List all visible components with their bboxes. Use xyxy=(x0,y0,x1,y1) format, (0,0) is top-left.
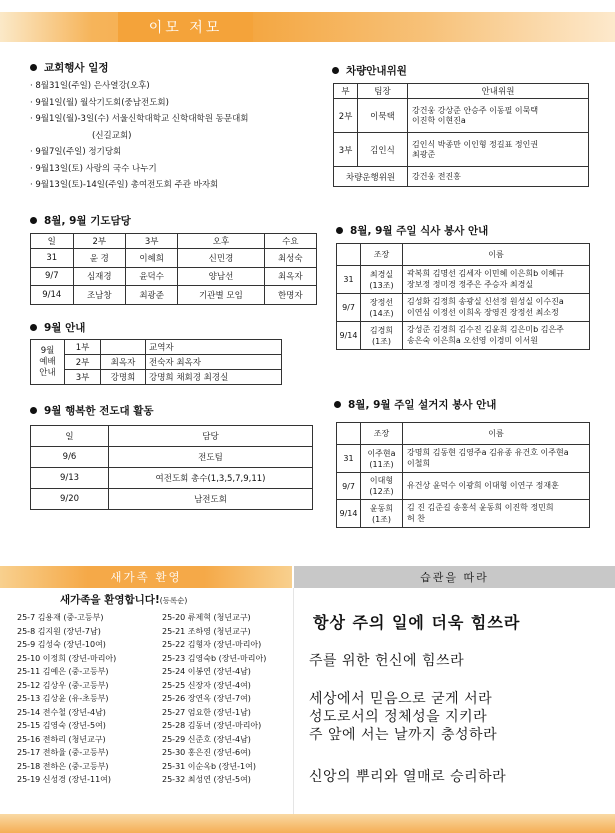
list-item: 25-19 신성경 (장년-11여) xyxy=(17,775,112,784)
prayer-table xyxy=(30,233,317,305)
list-item: 25-16 전하리 (청년교구) xyxy=(17,734,106,744)
table-row: 31 윤 경 이혜희 신민경 최성숙 xyxy=(31,249,317,268)
page-title: 이모 저모 xyxy=(118,12,253,42)
car-title: 차량안내위원 xyxy=(332,63,407,78)
table-row: 9/14 김경희 (1조) 강성준 김경희 김수진 김윤희 김은미b 김은주 송은숙 이은희a 오선영 이경미 이서원 xyxy=(337,322,590,350)
list-item: 25-32 최성연 (장년-5여) xyxy=(162,775,251,784)
list-item: 25-20 류제혁 (청년교구) xyxy=(162,613,251,622)
list-item: 25-26 장연옥 (장년-7여) xyxy=(162,694,251,703)
list-item: 25-22 김형자 (장년-마리아) xyxy=(162,640,262,649)
table-row: 9/7 이대형 (12조) 유건상 윤덕수 이광희 이대형 이연구 정재훈 xyxy=(337,473,590,500)
list-item: 25-30 홍은진 (장년-6여) xyxy=(162,748,251,757)
list-item: 25-17 전하율 (중-고등부) xyxy=(17,748,109,757)
list-item: 25-24 이봉연 (장년-4남) xyxy=(162,667,251,676)
meal-title: 8월, 9월 주일 식사 봉사 안내 xyxy=(336,223,488,238)
habit-line: 주를 위한 헌신에 힘쓰라 xyxy=(309,653,465,669)
table-row: 일 담당 xyxy=(31,426,313,447)
table-row: 조장 이름 xyxy=(337,244,590,266)
table-row: 부 팀장 안내위원 xyxy=(334,84,589,99)
list-item: 25-28 김동녀 (장년-마리아) xyxy=(162,721,262,730)
list-item: 25-23 김영숙b (장년-마리아) xyxy=(162,653,267,663)
table-row: 9/14 윤동희 (1조) 김 진 김준길 송홍석 윤동희 이진학 정민희 허 찬 xyxy=(337,500,590,528)
table-row: 9/7 장정선 (14조) 김성화 김정희 송광실 신선정 원성실 이수진a 이연심 이정선 이희옥 장영진 장정선 최소정 xyxy=(337,294,590,322)
list-item: 25-31 이순옥b (장년-1여) xyxy=(162,761,256,771)
newfamily-list-right xyxy=(162,611,266,787)
list-item: 25-9 김성숙 (장년-10여) xyxy=(17,640,106,649)
list-item: · 9월1일(월)-3일(수) 서울신학대학교 신학대학원 동문대회 xyxy=(30,114,249,124)
list-item: · 9월1일(월) 월삭기도회(중남전도회) xyxy=(30,97,169,108)
table-row: 9/20 남전도회 xyxy=(31,489,313,510)
list-item: · 9월7일(주일) 정기당회 xyxy=(30,147,122,157)
guide-label: 9월 예배 안내 xyxy=(31,340,65,385)
list-item: 25-21 조하영 (청년교구) xyxy=(162,626,251,636)
schedule-list xyxy=(30,78,320,194)
list-item: 25-15 김영숙 (장년-5여) xyxy=(17,721,106,730)
meal-table xyxy=(336,243,590,350)
guide-title: 9월 안내 xyxy=(30,320,85,335)
header-band xyxy=(0,12,615,42)
list-item: (신길교회) xyxy=(92,130,132,141)
table-row: 일 2부 3부 오후 수요 xyxy=(31,234,317,249)
bullet-icon xyxy=(30,407,37,414)
evangelism-title: 9월 행복한 전도대 활동 xyxy=(30,403,154,418)
table-row: 차량운행위원 강건웅 전진홍 xyxy=(334,167,589,187)
bullet-icon xyxy=(336,227,343,234)
habit-line: 신앙의 뿌리와 열매로 승리하라 xyxy=(309,769,507,785)
newfamily-title: 새가족을 환영합니다!(등록순) xyxy=(60,594,188,606)
list-item: 25-11 김예은 (중-고등부) xyxy=(17,667,109,676)
schedule-title: 교회행사 일정 xyxy=(30,60,109,75)
bullet-icon xyxy=(30,64,37,71)
guide-table xyxy=(30,339,282,385)
dish-title: 8월, 9월 주일 설거지 봉사 안내 xyxy=(334,397,496,412)
divider xyxy=(293,588,294,814)
list-item: 25-8 김지원 (장년-7남) xyxy=(17,626,101,636)
bullet-icon xyxy=(30,324,37,331)
habit-line: 세상에서 믿음으로 굳게 서라 xyxy=(309,691,493,707)
list-item: 25-14 전수철 (장년-4남) xyxy=(17,707,106,717)
table-row: 9/13 여전도회 총수(1,3,5,7,9,11) xyxy=(31,468,313,489)
habit-motto: 항상 주의 일에 더욱 힘쓰라 xyxy=(313,613,521,632)
list-item: 25-27 엄요한 (장년-1남) xyxy=(162,707,251,717)
list-item: 25-25 신장자 (장년-4여) xyxy=(162,680,251,690)
list-item: 25-10 이정희 (장년-마리아) xyxy=(17,653,117,663)
newfamily-header: 새가족 환영 xyxy=(0,566,292,588)
list-item: 25-29 신준호 (장년-4남) xyxy=(162,734,251,744)
bullet-icon xyxy=(332,67,339,74)
footer-band xyxy=(0,814,615,833)
car-table xyxy=(333,83,589,187)
evangelism-table xyxy=(30,425,313,510)
list-item: · 8월31일(주일) 은사열강(오후) xyxy=(30,81,150,91)
table-row: 31 최경실 (13조) 곽복희 김명선 김세자 이민혜 이은희b 이혜규 장보정 정미경 정주은 주승자 최경실 xyxy=(337,266,590,294)
table-row: 3부 김인식 김인식 박종만 이인형 정길표 정인권 최광준 xyxy=(334,133,589,167)
prayer-title: 8월, 9월 기도담당 xyxy=(30,213,131,228)
table-row: 9/6 전도팀 xyxy=(31,447,313,468)
dish-table xyxy=(336,422,590,528)
list-item: 25-7 김용재 (중-고등부) xyxy=(17,613,104,622)
table-row: 2부 이묵택 강건웅 강상준 안승주 이동필 이묵택 이진학 이현진a xyxy=(334,99,589,133)
table-row: 9/7 심재경 윤덕수 양남선 최옥자 xyxy=(31,267,317,286)
list-item: 25-13 김상윤 (유-초등부) xyxy=(17,694,109,703)
table-row: 9/14 조남창 최광준 기관별 모임 한명자 xyxy=(31,286,317,305)
list-item: 25-18 전하은 (중-고등부) xyxy=(17,761,109,771)
list-item: · 9월13일(토) 사랑의 국수 나누기 xyxy=(30,163,157,174)
table-row: 3부 강명희 강명희 채회경 최경실 xyxy=(31,370,282,385)
habit-header: 습관을 따라 xyxy=(294,566,615,588)
bullet-icon xyxy=(334,401,341,408)
table-row: 2부 최옥자 전숙자 최옥자 xyxy=(31,355,282,370)
habit-line: 주 앞에 서는 날까지 충성하라 xyxy=(309,727,498,743)
habit-line: 성도로서의 정체성을 지키라 xyxy=(309,709,488,725)
table-row: 조장 이름 xyxy=(337,423,590,445)
bullet-icon xyxy=(30,217,37,224)
list-item: 25-12 김상우 (중-고등부) xyxy=(17,680,109,690)
table-row: 31 이주현a (11조) 강명희 김동현 김영주a 김유종 유건호 이주현a 이철희 xyxy=(337,445,590,473)
list-item: · 9월13일(토)-14일(주일) 총여전도회 주관 바자회 xyxy=(30,180,219,190)
table-row: 9월 예배 안내 1부 교역자 xyxy=(31,340,282,355)
newfamily-list-left xyxy=(17,611,116,787)
